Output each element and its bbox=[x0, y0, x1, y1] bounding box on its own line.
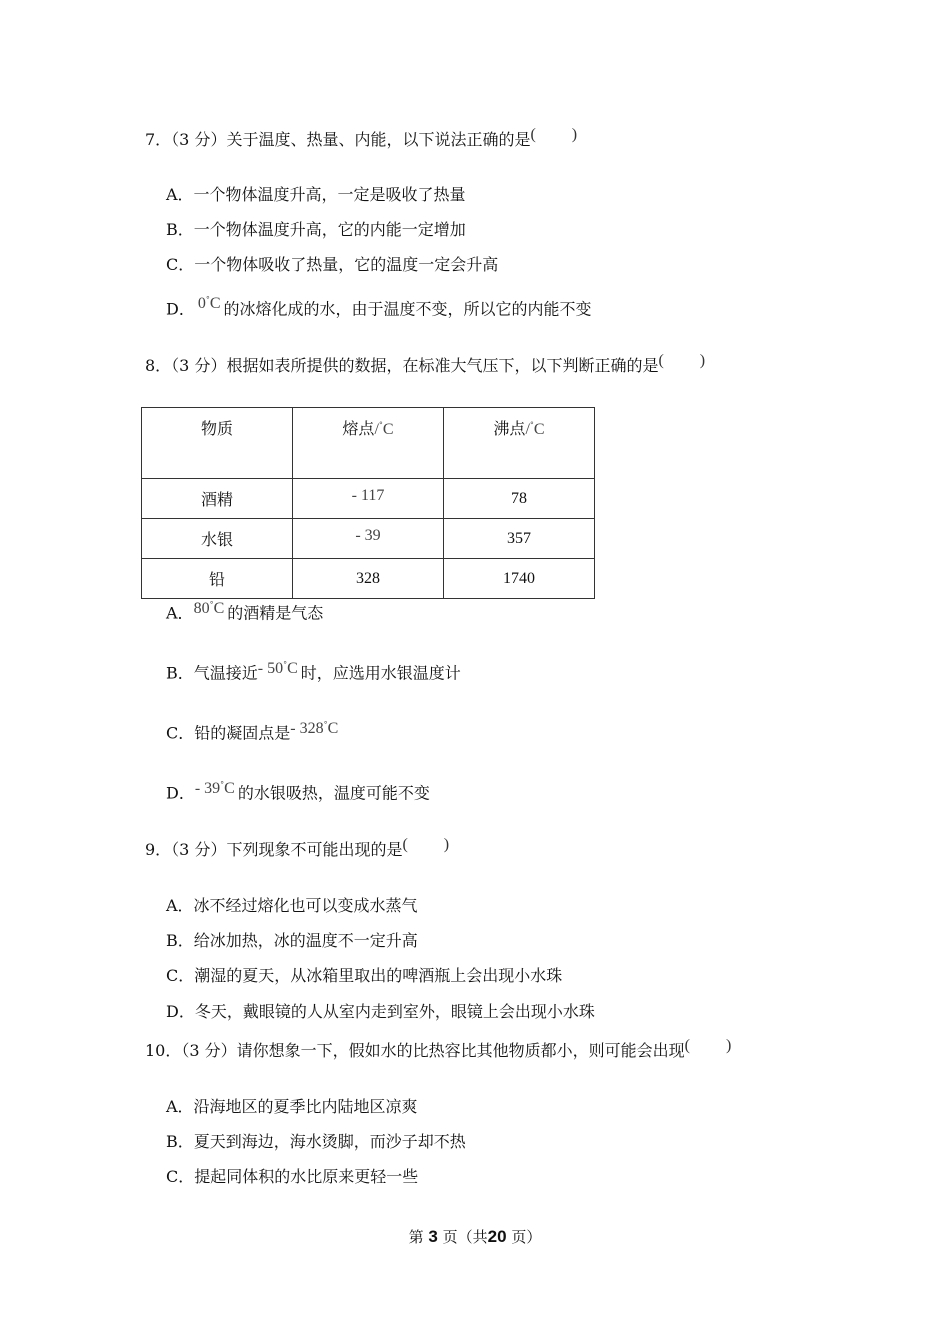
q8-paren-open: ( bbox=[658, 352, 664, 369]
q8-option-b bbox=[166, 660, 461, 684]
q9-paren-close: ) bbox=[443, 836, 450, 853]
q8-b-unit: C bbox=[287, 660, 298, 678]
q7-stem-text: 7．（3 分）关于温度、热量、内能，以下说法正确的是 bbox=[145, 130, 531, 149]
q10-paren-open: ( bbox=[684, 1037, 690, 1054]
q10-option-c: C．提起同体积的水比原来更轻一些 bbox=[166, 1167, 419, 1186]
q8-paren-close: ) bbox=[699, 352, 706, 369]
q7-option-d bbox=[166, 296, 592, 320]
q8-stem bbox=[145, 352, 706, 377]
table-header-row bbox=[142, 408, 595, 479]
q10-paren-close: ) bbox=[725, 1037, 732, 1054]
q8-b-deg: ° bbox=[283, 660, 288, 669]
q7-option-c: C．一个物体吸收了热量，它的温度一定会升高 bbox=[166, 255, 499, 274]
q8-d-unit: C bbox=[224, 780, 235, 798]
q8-c-unit: C bbox=[327, 720, 339, 738]
row-melt bbox=[293, 479, 444, 519]
header-melt-text: 熔点 bbox=[342, 419, 375, 438]
footer-total-pages: 20 bbox=[487, 1227, 507, 1246]
header-boil-slash: / bbox=[525, 421, 530, 438]
q8-d-prefix: D． bbox=[166, 783, 195, 803]
q10-option-a: A．沿海地区的夏季比内陆地区凉爽 bbox=[166, 1097, 418, 1116]
q7-option-b: B．一个物体温度升高，它的内能一定增加 bbox=[166, 220, 466, 239]
q8-a-deg: ° bbox=[209, 600, 214, 609]
row-boil: 78 bbox=[444, 479, 595, 519]
q9-option-a: A．冰不经过熔化也可以变成水蒸气 bbox=[166, 896, 418, 915]
row-melt-value: - 117 bbox=[351, 486, 385, 504]
q7-d-value: 0 bbox=[197, 295, 206, 313]
row-melt bbox=[293, 519, 444, 559]
footer-post: 页） bbox=[511, 1228, 542, 1246]
q7-paren-close: ) bbox=[571, 126, 578, 143]
row-substance: 水银 bbox=[142, 519, 293, 559]
row-boil: 1740 bbox=[444, 559, 595, 599]
q9-option-c: C．潮湿的夏天，从冰箱里取出的啤酒瓶上会出现小水珠 bbox=[166, 966, 563, 985]
q10-stem bbox=[145, 1037, 732, 1062]
q8-a-prefix: A． bbox=[166, 603, 194, 623]
page-footer bbox=[0, 1226, 950, 1247]
q10-option-b: B．夏天到海边，海水烫脚，而沙子却不热 bbox=[166, 1132, 466, 1151]
header-melt-slash: / bbox=[374, 421, 379, 438]
q8-a-value: 80 bbox=[193, 600, 210, 618]
q9-stem bbox=[145, 836, 450, 861]
row-substance: 酒精 bbox=[142, 479, 293, 519]
q9-stem-text: 9．（3 分）下列现象不可能出现的是 bbox=[145, 840, 403, 859]
q8-option-a bbox=[166, 600, 323, 624]
q9-paren-open: ( bbox=[402, 836, 408, 853]
q9-option-b: B．给冰加热，冰的温度不一定升高 bbox=[166, 931, 418, 950]
q8-d-text: 的水银吸热，温度可能不变 bbox=[237, 783, 430, 803]
q8-b-prefix: B．气温接近 bbox=[166, 663, 258, 683]
row-melt: 328 bbox=[293, 559, 444, 599]
table-header-substance: 物质 bbox=[142, 408, 293, 479]
q8-a-text: 的酒精是气态 bbox=[227, 603, 324, 623]
q8-d-value: - 39 bbox=[194, 780, 221, 798]
table-row bbox=[142, 479, 595, 519]
q8-b-value: - 50 bbox=[257, 660, 284, 678]
q8-c-value: - 328 bbox=[290, 720, 324, 738]
footer-page-number: 3 bbox=[428, 1227, 438, 1246]
q8-option-d bbox=[166, 780, 430, 804]
q8-stem-text: 8．（3 分）根据如表所提供的数据，在标准大气压下，以下判断正确的是 bbox=[145, 356, 659, 375]
table-header-melt bbox=[293, 408, 444, 479]
q7-d-prefix: D． bbox=[166, 299, 195, 319]
q7-d-text: 的冰熔化成的水，由于温度不变，所以它的内能不变 bbox=[223, 299, 592, 319]
q8-option-c bbox=[166, 720, 338, 744]
q9-option-d: D．冬天，戴眼镜的人从室内走到室外，眼镜上会出现小水珠 bbox=[166, 1002, 595, 1021]
table-row bbox=[142, 519, 595, 559]
table-header-boil bbox=[444, 408, 595, 479]
header-boil-deg: ° bbox=[529, 420, 534, 430]
q8-d-deg: ° bbox=[220, 780, 225, 789]
q7-stem bbox=[145, 126, 578, 151]
header-boil-unit: C bbox=[533, 421, 545, 438]
footer-mid: 页（共 bbox=[442, 1228, 488, 1246]
footer-pre: 第 bbox=[408, 1228, 424, 1246]
header-melt-deg: ° bbox=[378, 420, 383, 430]
table-row bbox=[142, 559, 595, 599]
q8-c-deg: ° bbox=[323, 720, 328, 729]
q7-d-unit: C bbox=[209, 295, 221, 313]
row-boil: 357 bbox=[444, 519, 595, 559]
q7-option-a: A．一个物体温度升高，一定是吸收了热量 bbox=[166, 185, 466, 204]
q8-c-prefix: C．铅的凝固点是 bbox=[166, 723, 291, 743]
data-table bbox=[141, 407, 595, 599]
q8-b-text: 时，应选用水银温度计 bbox=[300, 663, 461, 683]
q7-paren-open: ( bbox=[530, 126, 536, 143]
header-boil-text: 沸点 bbox=[493, 419, 526, 438]
header-melt-unit: C bbox=[382, 421, 394, 438]
q8-a-unit: C bbox=[213, 600, 225, 618]
row-melt-value: - 39 bbox=[355, 526, 381, 544]
q10-stem-text: 10．（3 分）请你想象一下，假如水的比热容比其他物质都小，则可能会出现 bbox=[145, 1041, 685, 1060]
row-substance: 铅 bbox=[142, 559, 293, 599]
q7-d-deg: ° bbox=[205, 295, 210, 304]
